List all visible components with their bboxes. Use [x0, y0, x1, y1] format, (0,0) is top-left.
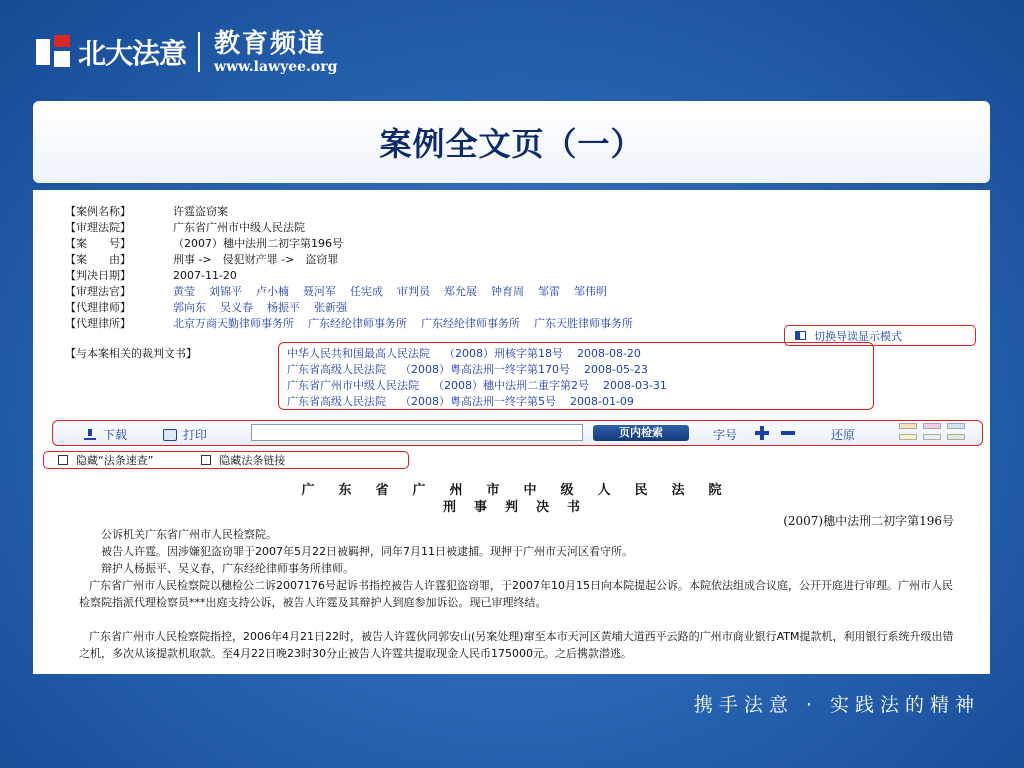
lawyee-logo-icon: [34, 33, 72, 71]
increase-font-icon[interactable]: [755, 426, 769, 440]
meta-row-cause: [65, 252, 338, 268]
hide-law-links-checkbox[interactable]: [201, 455, 211, 465]
related-doc-date: 2008-01-09: [570, 395, 634, 408]
related-doc-date: 2008-08-20: [577, 347, 641, 360]
footer-slogan: 携手法意 · 实践法的精神: [693, 694, 980, 716]
related-docs-list: [278, 342, 874, 410]
meta-value: 2007-11-20: [173, 269, 237, 282]
judge-link[interactable]: 任宪成: [350, 285, 383, 298]
lawyer-link[interactable]: 郭向东: [173, 301, 206, 314]
color-swatch[interactable]: [899, 423, 917, 429]
related-doc-number: （2008）粤高法刑一终字第170号: [400, 363, 570, 376]
related-doc-court: 广东省广州市中级人民法院: [287, 379, 419, 392]
related-doc-court: 中华人民共和国最高人民法院: [287, 347, 430, 360]
layout-icon: [795, 331, 806, 340]
hide-quick-lookup-label: 隐藏“法条速查”: [76, 454, 154, 467]
law-firm-link[interactable]: 广东经纶律师事务所: [421, 317, 520, 330]
related-doc-number: （2008）刑核字第18号: [444, 347, 563, 360]
judgment-doc-number: (2007)穗中法刑二初字第196号: [783, 514, 954, 528]
judge-link[interactable]: 审判员: [397, 285, 430, 298]
judgment-paragraph: 公诉机关广东省广州市人民检察院。: [101, 528, 277, 541]
judge-link[interactable]: 黄莹: [173, 285, 195, 298]
download-icon: [83, 429, 97, 441]
meta-value: 刑事 -> 侵犯财产罪 -> 盗窃罪: [173, 253, 339, 266]
law-firm-link[interactable]: 广东天胜律师事务所: [534, 317, 633, 330]
related-doc-link[interactable]: [287, 346, 655, 362]
meta-row-case-number: [65, 236, 343, 252]
meta-row-lawyers: [65, 300, 361, 316]
in-page-search-input[interactable]: [251, 424, 583, 441]
print-label: 打印: [183, 428, 208, 442]
judgment-paragraph: 被告人许霆。因涉嫌犯盗窃罪于2007年5月22日被羁押，同年7月11日被逮捕。现押于广州市天河区看守所。: [101, 545, 633, 558]
related-doc-link[interactable]: [287, 362, 662, 378]
printer-icon: [163, 429, 177, 441]
meta-label: 【审理法官】: [65, 285, 131, 298]
download-button[interactable]: [83, 426, 127, 443]
logo-divider: [198, 32, 200, 72]
hide-law-links-label: 隐藏法条链接: [219, 454, 286, 467]
case-content-panel: [33, 190, 990, 674]
judge-link[interactable]: 郑允展: [444, 285, 477, 298]
meta-label: 【案 号】: [65, 237, 131, 250]
logo: [34, 30, 337, 74]
judgment-doc-type: 刑事判决书: [442, 500, 598, 515]
restore-font-button[interactable]: 还原: [831, 428, 856, 442]
judgment-paragraph: 广东省广州市人民检察院指控，2006年4月21日22时，被告人许霆伙同郭安山(另案处理)窜至本市天河区黄埔大道西平云路的广州市商业银行ATM提款机，利用银行系统升级出错之机，多次从该提款机取款。至4月22日晚23时30分止被告人许霆共提取现金人民币175000元。之后携款潜逃。: [79, 630, 954, 660]
color-swatch[interactable]: [899, 434, 917, 440]
toggle-reading-mode-label: 切换导读显示模式: [814, 329, 902, 343]
related-doc-court: 广东省高级人民法院: [287, 395, 386, 408]
print-button[interactable]: [163, 426, 207, 443]
title-bar: [33, 101, 990, 183]
related-doc-link[interactable]: [287, 394, 648, 410]
law-firm-link[interactable]: 北京万商天勤律师事务所: [173, 317, 294, 330]
related-doc-number: （2008）粤高法刑一终字第5号: [400, 395, 556, 408]
channel-title: 教育频道: [214, 29, 327, 59]
meta-label: 【判决日期】: [65, 269, 131, 282]
meta-label: 【案例名称】: [65, 205, 131, 218]
hide-quick-lookup-checkbox[interactable]: [58, 455, 68, 465]
meta-label: 【代理律所】: [65, 317, 131, 330]
lawyer-link[interactable]: 吴义春: [220, 301, 253, 314]
channel-block: [214, 29, 337, 75]
judgment-paragraph: 广东省广州市人民检察院以穗检公二诉2007176号起诉书指控被告人许霆犯盗窃罪，于2007年10月15日向本院提起公诉。本院依法组成合议庭，公开开庭进行审理。广州市人民检察院指派代理检察员***出庭支持公诉，被告人许霆及其辩护人到庭参加诉讼。现已审理终结。: [79, 579, 953, 609]
meta-label: 【审理法院】: [65, 221, 131, 234]
download-label: 下载: [103, 428, 128, 442]
related-doc-court: 广东省高级人民法院: [287, 363, 386, 376]
in-page-search-button[interactable]: 页内检索: [593, 425, 689, 441]
related-doc-date: 2008-05-23: [584, 363, 648, 376]
lawyer-link[interactable]: 杨振平: [267, 301, 300, 314]
display-options: [43, 451, 409, 469]
meta-value: （2007）穗中法刑二初字第196号: [173, 237, 343, 250]
judgment-paragraph: 辩护人杨振平、吴义春，广东经纶律师事务所律师。: [101, 562, 354, 575]
meta-label: 【代理律师】: [65, 301, 131, 314]
judge-link[interactable]: 钟育周: [491, 285, 524, 298]
meta-row-firms: [65, 316, 647, 332]
related-docs-label: 【与本案相关的裁判文书】: [65, 347, 197, 360]
judge-link[interactable]: 卢小楠: [256, 285, 289, 298]
meta-row-judges: [65, 284, 621, 300]
related-doc-date: 2008-03-31: [603, 379, 667, 392]
color-swatch[interactable]: [923, 434, 941, 440]
channel-url: www.lawyee.org: [214, 59, 338, 75]
color-swatch[interactable]: [947, 423, 965, 429]
meta-value: 许霆盗窃案: [173, 205, 228, 218]
meta-label: 【案 由】: [65, 253, 131, 266]
law-firm-link[interactable]: 广东经纶律师事务所: [308, 317, 407, 330]
font-size-label: 字号: [713, 428, 738, 442]
judgment-court-name: 广东省广州市中级人民法院: [301, 483, 746, 498]
meta-row-date: [65, 268, 237, 284]
judge-link[interactable]: 邹伟明: [574, 285, 607, 298]
meta-value: 广东省广州市中级人民法院: [173, 221, 305, 234]
meta-row-court: [65, 220, 305, 236]
judge-link[interactable]: 邹雷: [538, 285, 560, 298]
decrease-font-icon[interactable]: [781, 431, 795, 435]
judge-link[interactable]: 刘锦平: [209, 285, 242, 298]
logo-text: 北大法意: [78, 37, 187, 70]
header: [0, 0, 1024, 92]
judge-link[interactable]: 聂河军: [303, 285, 336, 298]
lawyer-link[interactable]: 张新强: [314, 301, 347, 314]
page-title: 案例全文页（一）: [379, 125, 644, 163]
meta-row-case-name: [65, 204, 228, 220]
color-swatch[interactable]: [923, 423, 941, 429]
color-swatch[interactable]: [947, 434, 965, 440]
document-toolbar: [52, 420, 983, 446]
related-doc-link[interactable]: [287, 378, 681, 394]
related-doc-number: （2008）穗中法刑二重字第2号: [433, 379, 589, 392]
